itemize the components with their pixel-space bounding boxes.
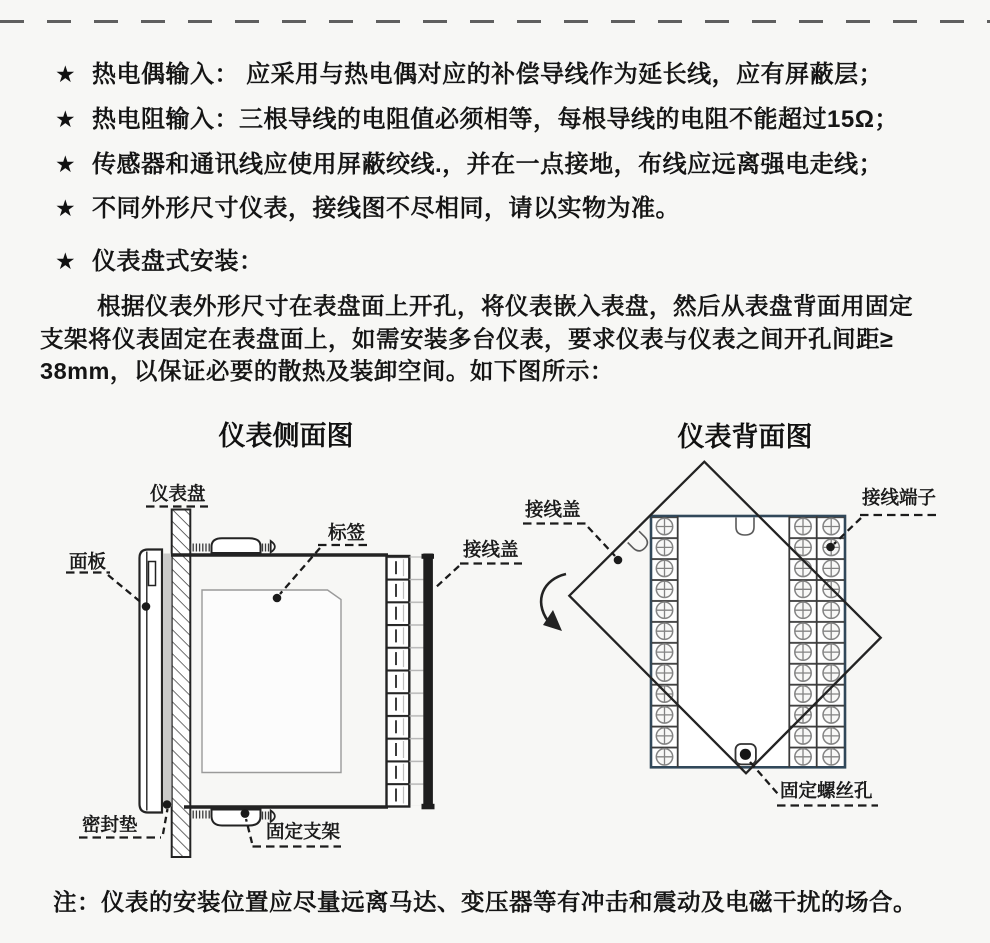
top-notch [736,518,754,536]
bullet-row [55,106,899,133]
callout-panel-board [146,483,208,507]
bullet-text: 不同外形尺寸仪表，接线图不尽相同，请以实物为准。 [92,195,680,222]
callout-terminal-cover-back [523,499,622,564]
paragraph-line: 根据仪表外形尺寸在表盘面上开孔，将仪表嵌入表盘，然后从表盘背面用固定 [97,293,913,319]
side-view-diagram [66,421,522,857]
paragraph-line: 支架将仪表固定在表盘面上，如需安装多台仪表，要求仪表与仪表之间开孔间距≥ [40,326,894,352]
bullet-row [55,61,883,88]
panel-cutout-hatch [172,510,191,858]
star-bullet-icon: ★ [55,195,76,221]
bottom-note: 注：仪表的安装位置应尽量远离马达、变压器等有冲击和震动及电磁干扰的场合。 [53,889,917,915]
sticker-outline [202,590,341,773]
screw-hole-label: 固定螺丝孔 [780,780,873,801]
star-bullet-icon: ★ [55,151,76,177]
back-view-title: 仪表背面图 [677,422,813,452]
mounting-bracket-top [190,538,275,553]
terminal-cover-bar [422,554,435,810]
side-terminal-strip [387,556,424,807]
side-view-title: 仪表侧面图 [218,421,354,451]
screw-hole [736,744,756,764]
gasket-strip [164,554,172,807]
terminals-label: 接线端子 [862,487,937,508]
installation-diagrams [0,410,990,870]
star-bullet-icon: ★ [55,106,76,132]
gasket-label: 密封垫 [82,814,138,835]
callout-front-panel [66,551,150,611]
back-terminal-block [651,516,845,767]
rotation-arrow [541,574,566,631]
bullet-text: 热电偶输入： 应采用与热电偶对应的补偿导线作为延长线，应有屏蔽层； [92,61,884,88]
bullet-text: 热电阻输入：三根导线的电阻值必须相等，每根导线的电阻不能超过15Ω； [92,106,899,133]
panel-board-label: 仪表盘 [150,483,206,504]
terminal-cover-back-label: 接线盖 [525,499,581,520]
front-bezel [140,550,163,813]
bullet-row [55,151,883,178]
terminal-cover-side-label: 接线盖 [463,539,519,560]
star-bullet-icon: ★ [55,61,76,87]
front-panel-label: 面板 [69,551,107,572]
callout-terminal-cover-side [434,539,522,589]
back-view-diagram [523,422,937,806]
section-heading-row [55,248,264,275]
section-heading-text: 仪表盘式安装： [92,248,264,275]
dashed-divider-top [0,20,990,23]
mounting-bracket-bottom [190,810,275,826]
paragraph-line: 38mm，以保证必要的散热及装卸空间。如下图所示： [40,358,614,384]
bullet-text: 传感器和通讯线应使用屏蔽绞线.，并在一点接地，布线应远离强电走线； [92,151,884,178]
bullet-row [55,195,680,222]
sticker-label: 标签 [328,522,366,543]
star-bullet-icon: ★ [55,248,76,274]
bracket-label: 固定支架 [266,821,341,842]
